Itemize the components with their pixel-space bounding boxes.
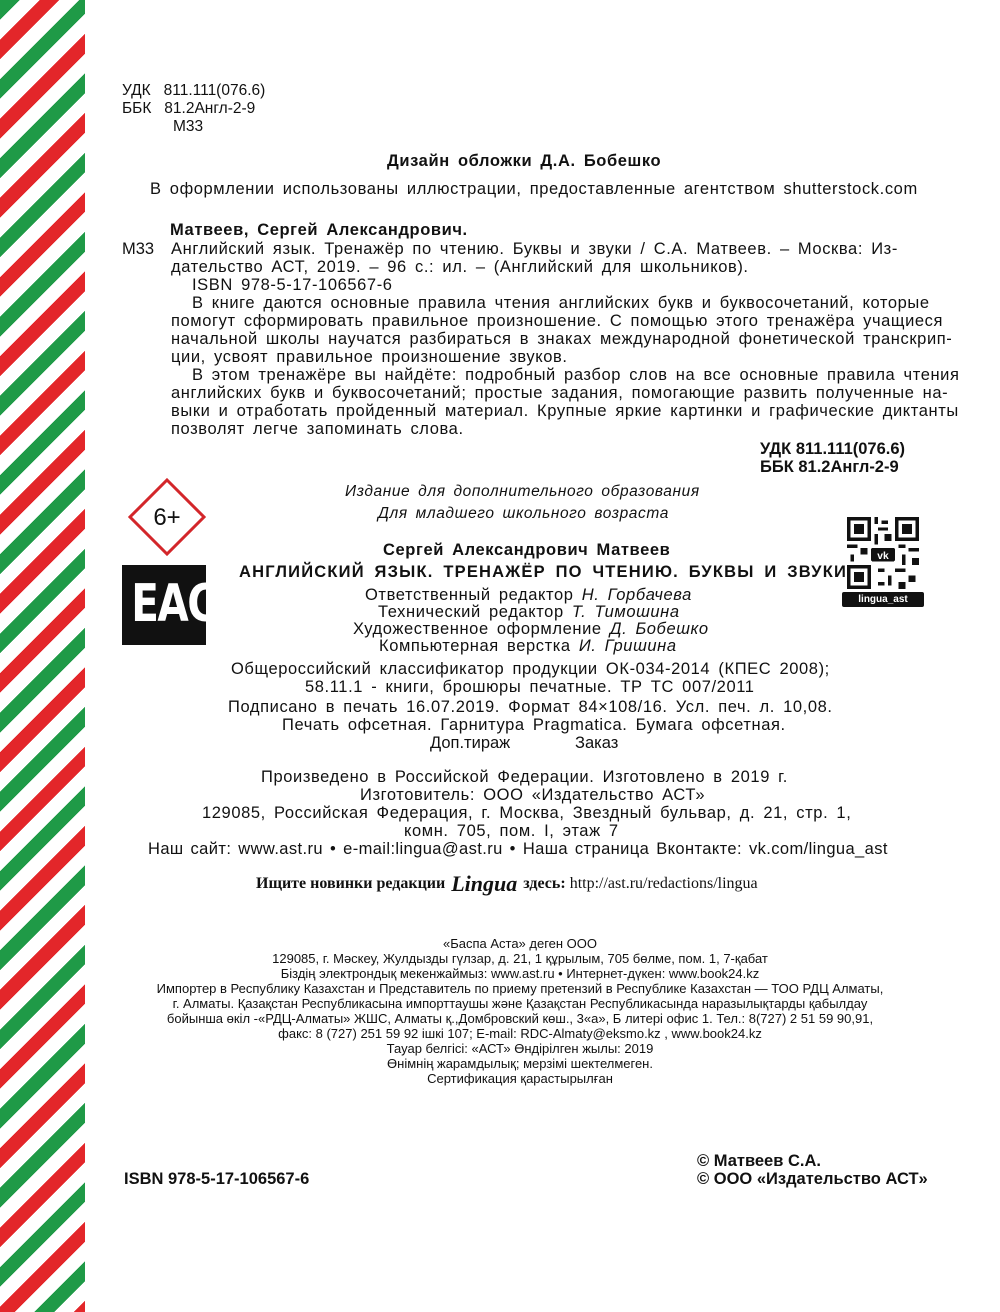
bbk-right: ББК 81.2Англ-2-9 [760, 458, 899, 476]
credit-role: Технический редактор [378, 603, 564, 621]
bbk-label: ББК [122, 100, 152, 117]
eac-logo-text: EAC [131, 574, 216, 634]
credit-name: Т. Тимошина [571, 603, 680, 621]
annotation-line: позволят легче запоминать слова. [171, 420, 464, 438]
print-info: Подписано в печать 16.07.2019. Формат 84×108/16. Усл. печ. л. 10,08. [228, 698, 833, 716]
contacts-line: Наш сайт: www.ast.ru • e-mail:lingua@ast.ru • Наша страница Вконтакте: vk.com/lingua_ast [148, 840, 888, 858]
credit-line [365, 586, 692, 604]
svg-text:vk: vk [877, 550, 889, 562]
annotation-line: английских букв и буквосочетаний; простые задания, помогающие развить полученные на- [171, 384, 949, 402]
lingua-promo [256, 873, 758, 895]
address-line: комн. 705, пом. I, этаж 7 [404, 822, 619, 840]
order-number: Заказ [575, 734, 619, 752]
kz-line: Тауар белгісі: «АСТ» Өндірілген жылы: 2019 [386, 1041, 654, 1056]
author-heading: Матвеев, Сергей Александрович. [170, 221, 468, 239]
annotation-line: В книге даются основные правила чтения английских букв и буквосочетаний, которые [192, 294, 930, 312]
annotation-line: В этом тренажёре вы найдёте: подробный разбор слов на все основные правила чтения [192, 366, 960, 384]
annotation-line: помогут сформировать правильное произношение. С помощью этого тренажёра учащиеся [171, 312, 944, 330]
credit-name: Д. Бобешко [609, 620, 709, 638]
kz-line: Біздің электрондық мекенжаймыз: www.ast.ru • Интернет-дүкен: www.book24.kz [280, 966, 760, 981]
copyright-publisher: © ООО «Издательство АСТ» [697, 1170, 928, 1188]
annotation-mark: М33 [122, 240, 155, 258]
kz-line: факс: 8 (727) 251 59 92 ішкі 107; E-mail: RDC-Almaty@eksmo.kz , www.book24.kz [278, 1026, 762, 1041]
classifier-line: 58.11.1 - книги, брошюры печатные. ТР ТС 007/2011 [305, 678, 755, 696]
author-mark: М33 [173, 118, 204, 135]
credit-role: Ответственный редактор [365, 586, 574, 604]
decorative-stripe-border [0, 0, 85, 1312]
annotation-isbn: ISBN 978-5-17-106567-6 [192, 276, 393, 294]
age-rating-text: 6+ [153, 504, 181, 531]
edition-note-1: Издание для дополнительного образования [345, 483, 700, 500]
annotation-line: выки и отработать пройденный материал. Крупные яркие картинки и графические диктанты [171, 402, 959, 420]
qr-code [847, 517, 919, 589]
udk-right: УДК 811.111(076.6) [760, 440, 906, 458]
isbn-bottom: ISBN 978-5-17-106567-6 [124, 1170, 310, 1188]
book-title: АНГЛИЙСКИЙ ЯЗЫК. ТРЕНАЖЁР ПО ЧТЕНИЮ. БУКВЫ И ЗВУКИ [239, 563, 848, 581]
bbk-line [122, 100, 255, 117]
kz-line: 129085, г. Мәскеу, Жулдызды гүлзар, д. 21, 1 құрылым, 705 бөлме, пом. 1, 7-қабат [272, 951, 768, 966]
edition-note-2: Для младшего школьного возраста [378, 505, 669, 522]
kz-line: г. Алматы. Қазақстан Республикасына импорттаушы және Қазақстан Республикасында наразылықтарды қабылдау [172, 996, 868, 1011]
credit-name: Н. Горбачева [581, 586, 692, 604]
annotation-line: ции, усвоят правильное произношение звуков. [171, 348, 568, 366]
address-line: 129085, Российская Федерация, г. Москва, Звездный бульвар, д. 21, стр. 1, [202, 804, 852, 822]
copyright-author: © Матвеев С.А. [697, 1152, 821, 1170]
udk-label: УДК [122, 82, 151, 99]
credit-line [353, 620, 709, 638]
credit-role: Художественное оформление [353, 620, 602, 638]
print-info: Печать офсетная. Гарнитура Pragmatica. Бумага офсетная. [282, 716, 786, 734]
kz-line: Өнімнің жарамдылық; мерзімі шектелмеген. [387, 1056, 653, 1071]
lingua-url[interactable]: http://ast.ru/redactions/lingua [569, 875, 758, 892]
lingua-promo-prefix: Ищите новинки редакции [256, 875, 446, 892]
kz-line: Импортер в Республику Казахстан и Представитель по приему претензий в Республике Казахстан — ТОО РДЦ Алматы, [156, 981, 884, 996]
author-name: Сергей Александрович Матвеев [383, 541, 671, 559]
illustrations-note: В оформлении использованы иллюстрации, предоставленные агентством shutterstock.com [150, 180, 918, 198]
kz-line: Сертификация қарастырылған [427, 1071, 613, 1086]
qr-label: lingua_ast [842, 592, 924, 607]
annotation-line: дательство АСТ, 2019. – 96 с.: ил. – (Английский для школьников). [171, 258, 749, 276]
kz-line: «Баспа Аста» деген ООО [442, 936, 598, 951]
classifier-line: Общероссийский классификатор продукции ОК-034-2014 (КПЕС 2008); [231, 660, 830, 678]
lingua-promo-suffix: здесь: [523, 875, 566, 892]
bbk-value: 81.2Англ-2-9 [164, 100, 256, 117]
udk-value: 811.111(076.6) [163, 82, 266, 99]
udk-line [122, 82, 265, 99]
annotation-line: начальной школы научатся разбираться в знаках международной фонетической транскрип- [171, 330, 953, 348]
age-rating-badge [128, 478, 206, 556]
credit-line [379, 637, 677, 655]
kz-line: бойынша өкіл -«РДЦ-Алматы» ЖШС, Алматы қ.,Домбровский көш., 3«а», Б литері офис 1. Тел.: 8(727) 2 51 59 90,91, [166, 1011, 874, 1026]
eac-certification-logo [122, 565, 216, 645]
credit-line [378, 603, 680, 621]
made-in: Произведено в Российской Федерации. Изготовлено в 2019 г. [261, 768, 788, 786]
cover-design: Дизайн обложки Д.А. Бобешко [387, 152, 662, 170]
annotation-line: Английский язык. Тренажёр по чтению. Буквы и звуки / С.А. Матвеев. – Москва: Из- [171, 240, 898, 258]
manufacturer: Изготовитель: ООО «Издательство АСТ» [360, 786, 706, 804]
credit-name: И. Гришина [578, 637, 677, 655]
lingua-logo: Lingua [451, 871, 518, 896]
print-run: Доп.тираж [430, 734, 511, 752]
credit-role: Компьютерная верстка [379, 637, 571, 655]
